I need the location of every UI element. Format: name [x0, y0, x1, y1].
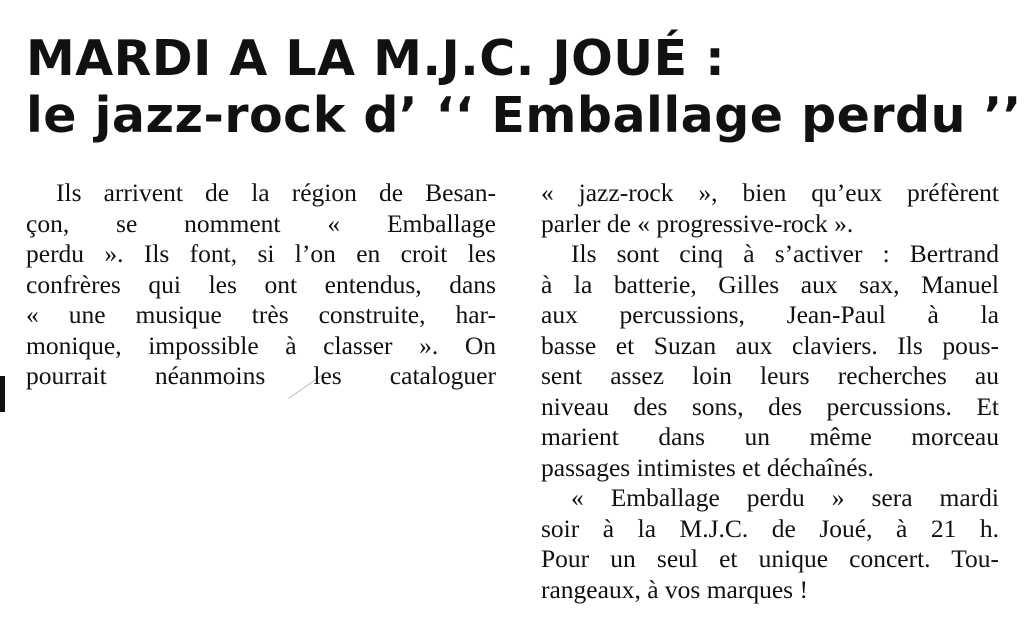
headline-line-1: MARDI A LA M.J.C. JOUÉ : [26, 30, 726, 87]
text-line: « jazz-rock », bien qu’eux préfèrent [541, 178, 999, 207]
text-line: monique, impossible à classer ». On [26, 330, 496, 360]
text-line: niveau des sons, des percussions. Et [541, 391, 999, 421]
text-line: perdu ». Ils font, si l’on en croit les [26, 239, 496, 268]
left-column [26, 178, 496, 392]
text-line: confrères qui les ont entendus, dans [26, 269, 496, 299]
headline [26, 30, 1022, 144]
text-line: soir à la M.J.C. de Joué, à 21 h. [541, 513, 999, 543]
text-line: çon, se nomment « Emballage [26, 208, 496, 238]
right-column [541, 178, 999, 605]
text-line: à la batterie, Gilles aux sax, Manuel [541, 269, 999, 299]
text-line: parler de « progressive-rock ». [541, 208, 854, 238]
text-line: passages intimistes et déchaînés. [541, 452, 874, 482]
text-line: aux percussions, Jean-Paul à la [541, 300, 999, 329]
text-line: rangeaux, à vos marques ! [541, 574, 808, 604]
text-line: Ils arrivent de la région de Besan- [56, 178, 496, 207]
text-line: marient dans un même morceau [541, 422, 999, 451]
text-line: sent assez loin leurs recherches au [541, 361, 999, 390]
text-line: Pour un seul et unique concert. Tou- [541, 544, 999, 573]
text-line: « Emballage perdu » sera mardi [571, 483, 999, 512]
headline-line-2: le jazz-rock d’ ‘‘ Emballage perdu ’’ [26, 87, 1022, 144]
text-line: pourrait néanmoins les cataloguer [26, 361, 496, 390]
text-line: « une musique très construite, har- [26, 300, 496, 329]
text-line: basse et Suzan aux claviers. Ils pous- [541, 330, 999, 360]
scan-edge-mark [0, 376, 5, 412]
text-line: Ils sont cinq à s’activer : Bertrand [571, 239, 999, 268]
